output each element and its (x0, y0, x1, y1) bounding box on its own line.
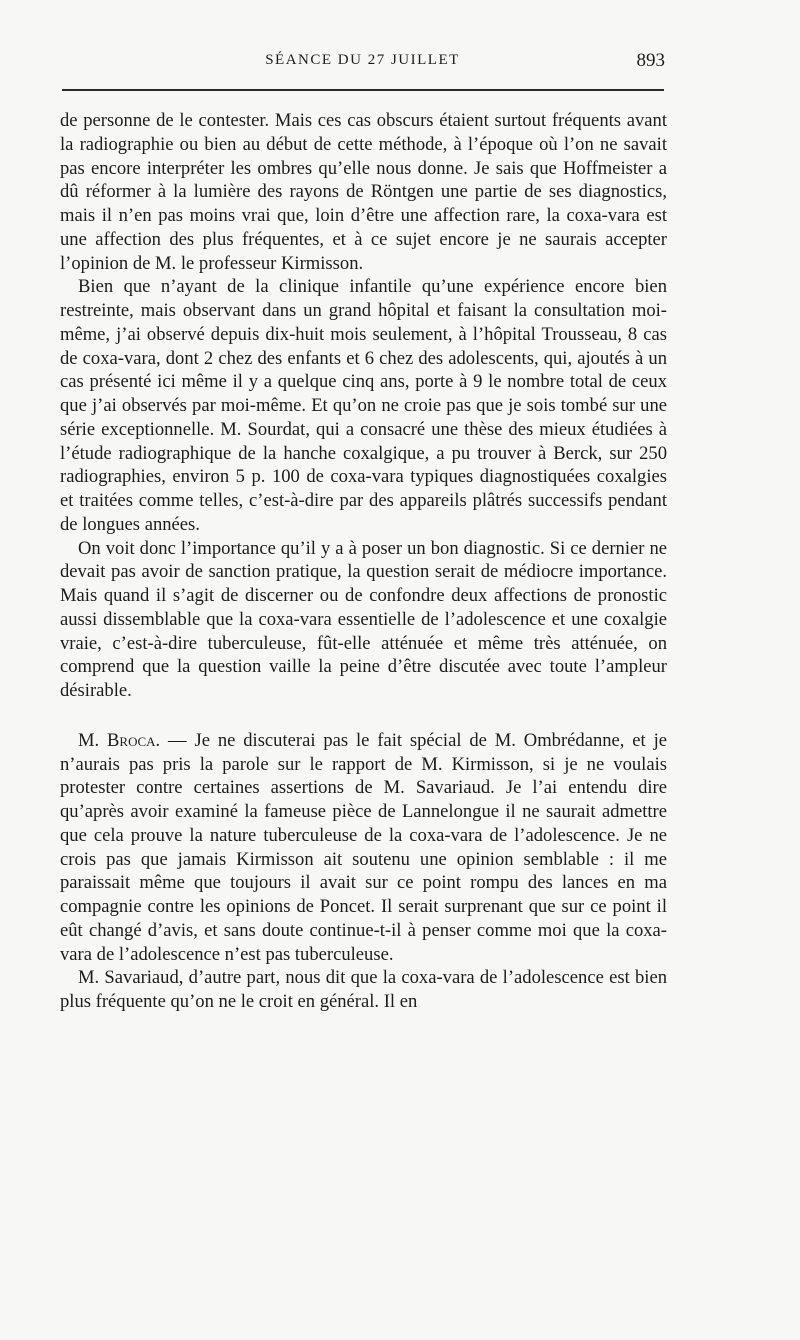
section-gap (60, 703, 667, 729)
paragraph-broca (60, 729, 667, 967)
paragraph-continued: de personne de le contester. Mais ces cas obscurs étaient surtout fréquents avant la radiographie ou bien au début de cette méthode, à l’époque où l’on ne savait pas encore interpréter les ombres qu’elle nous donne. Je sais que Hoffmeister a dû réformer à la lumière des rayons de Röntgen une partie de ses diagnostics, mais il n’en pas moins vrai que, loin d’être une affection rare, la coxa-vara est une affection des plus fréquentes, et à ce sujet encore je ne saurais accepter l’opinion de M. le professeur Kirmisson. (60, 110, 667, 274)
header-rule (62, 89, 664, 91)
paragraph-observations: Bien que n’ayant de la clinique infantile qu’une expérience encore bien restreinte, mais observant dans un grand hôpital et faisant la consultation moi-même, j’ai observé depuis dix-huit mois seulement, à l’hôpital Trousseau, 8 cas de coxa-vara, dont 2 chez des enfants et 6 chez des adolescents, qui, ajoutés à un cas présenté ici même il y a quelque cinq ans, porte à 9 le nombre total de ceux que j’ai observés par moi-même. Et qu’on ne croie pas que je sois tombé sur une série exceptionnelle. M. Sourdat, qui a consacré une thèse des mieux étudiées à l’étude radiographique de la hanche coxalgique, a pu trouver à Berck, sur 250 radiographies, environ 5 p. 100 de coxa-vara typiques diagnostiquées coxalgies et traitées comme telles, c’est-à-dire par des appareils plâtrés successifs pendant de longues années. (60, 276, 667, 535)
page-header (60, 50, 665, 78)
paragraph-savariaud: M. Savariaud, d’autre part, nous dit que la coxa-vara de l’adolescence est bien plus fréquente qu’on ne le croit en général. Il en (60, 967, 667, 1012)
speaker-name: M. Broca. (78, 729, 161, 751)
running-head: SÉANCE DU 27 JUILLET (265, 52, 460, 68)
page-number: 893 (636, 50, 665, 71)
paragraph-diagnosis: On voit donc l’importance qu’il y a à poser un bon diagnostic. Si ce dernier ne devait pas avoir de sanction pratique, la question serait de médiocre importance. Mais quand il s’agit de discerner ou de confondre deux affections de pronostic aussi dissemblable que la coxa-vara essentielle de l’adolescence et une coxalgie vraie, c’est-à-dire tuberculeuse, fût-elle atténuée et même très atténuée, on comprend que la question vaille la peine d’être discutée avec toute l’ampleur désirable. (60, 537, 667, 701)
broca-remarks: — Je ne discuterai pas le fait spécial de M. Ombrédanne, et je n’aurais pas pris la parole sur le rapport de M. Kirmisson, si je ne voulais protester contre certaines assertions de M. Savariaud. Je l’ai entendu dire qu’après avoir examiné la fameuse pièce de Lannelongue il ne saurait admettre que cela prouve la nature tuberculeuse de la coxa-vara de l’adolescence. Je ne crois pas que jamais Kirmisson ait soutenu une opinion semblable : il me paraissait même que toujours il avait sur ce point rompu des lances en ma compagnie contre les opinions de Poncet. Il serait surprenant que sur ce point il eût changé d’avis, et sans doute continue-t-il à penser comme moi que la coxa-vara de l’adolescence n’est pas tuberculeuse. (60, 729, 667, 965)
body-text (60, 109, 667, 1014)
